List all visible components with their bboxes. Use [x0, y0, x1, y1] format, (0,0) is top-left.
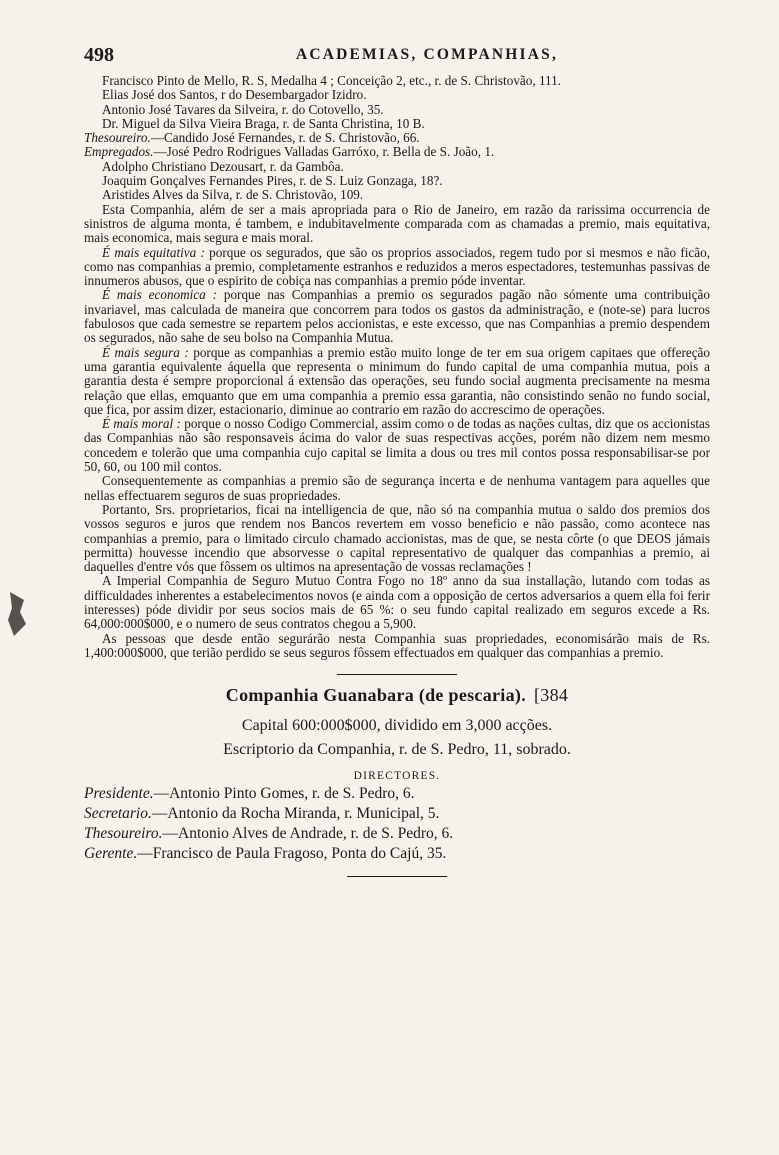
paragraph: [84, 346, 710, 417]
paragraph-lead: É mais equitativa :: [102, 244, 205, 260]
member-line: Joaquim Gonçalves Fernandes Pires, r. de S. Luiz Gonzaga, 18?.: [102, 173, 443, 189]
page-header: [84, 40, 710, 74]
role-entry: —José Pedro Rodrigues Valladas Garróxo, r. Bella de S. João, 1.: [153, 144, 495, 160]
officer-line: [84, 824, 710, 844]
paragraph: [84, 417, 710, 474]
paragraph: As pessoas que desde então segurárão nesta Companhia suas propriedades, economisárão mais de Rs. 1,400:000$000, que terião perdido se seus seguros fôssem effectuados em qualquer das companhias a premio.: [84, 630, 710, 660]
margin-ink-blot: [6, 590, 28, 638]
paragraph-lead: É mais moral :: [102, 416, 181, 432]
article-text: [84, 203, 710, 661]
member-line: Aristides Alves da Silva, r. de S. Christovão, 109.: [102, 187, 364, 203]
officer-role: Secretario.: [84, 805, 152, 823]
officer-list: [84, 784, 710, 864]
officer-line: [84, 804, 710, 824]
officer-entry: —Antonio Alves de Andrade, r. de S. Pedro, 6.: [162, 825, 454, 843]
company-name: Companhia Guanabara (de pescaria).: [225, 685, 527, 706]
paragraph: Portanto, Srs. proprietarios, ficai na intelligencia de que, não só na companhia mutua o saldo dos premios dos vossos seguros e juros que rendem nos Bancos revertem em vosso beneficio e não passão, como acontece nas companhias a premio, para o limitado circulo chamado accionistas, mas de que, se nesta côrte (o que DEOS jámais permitta) houvesse incendio que absorvesse o capital representativo de qualquer das companhias a premio, ai daquelles d'entre vós que fôssem os ultimos na apresentação de vossas reclamações !: [84, 501, 710, 575]
reference-number: [384: [534, 685, 569, 706]
section-divider: [337, 674, 457, 675]
section-end-divider: [347, 876, 447, 877]
member-line: Elias José dos Santos, r do Desembargador Izidro.: [102, 87, 367, 103]
section-title: [84, 685, 710, 706]
officer-entry: —Antonio da Rocha Miranda, r. Municipal, 5.: [151, 805, 440, 823]
paragraph-body: porque os segurados, que são os proprios associados, regem tudo por si mesmos e não ficão, como nas companhias a premio, completamente estranhos e reduzidos a meros espectadores, testemunhas passivas de innumeros abusos, que o espirito de cobiça nas companhias a premio póde inventar.: [84, 244, 710, 289]
capital-line: Capital 600:000$000, dividido em 3,000 acções.: [241, 717, 553, 735]
paragraph: A Imperial Companhia de Seguro Mutuo Contra Fogo no 18º anno da sua installação, lutando com todas as difficuldades inherentes a estabelecimentos novos (e ainda com a opposição de certos adversarios a quem ella foi ferir interesses) póde dividir por seus socios mais de 65 %: o seu fundo capital realizado em seguros excede a Rs. 64,000:000$000, e o numero de seus contratos chegou a 5,900.: [84, 573, 710, 632]
paragraph-body: porque as companhias a premio estão muito longe de ter em sua origem capitaes que offereção uma garantia equivalente áquella que representa o minimum do fundo capital de uma companhia mutua, pois a garantia desta é sempre proporcional á extensão das operações, seu fundo social augmenta precisamente na mesma relação que ellas, emquanto que em uma companhia a premio essa garantia, não consistindo senão no fundo social, que fica, por assim dizer, estacionario, diminue ao contrario em razão do accrescimo de operações.: [84, 344, 710, 417]
member-line: Antonio José Tavares da Silveira, r. do Cotovello, 35.: [102, 101, 384, 117]
running-title: ACADEMIAS, COMPANHIAS,: [295, 46, 559, 63]
officer-entry: —Antonio Pinto Gomes, r. de S. Pedro, 6.: [153, 785, 415, 803]
paragraph: Consequentemente as companhias a premio são de segurança incerta e de nenhuma vantagem para aquelles que nellas effectuarem seguros de suas propriedades.: [84, 473, 710, 503]
employees-line: [84, 145, 710, 159]
member-list: [84, 74, 710, 203]
officer-line: [84, 784, 710, 804]
officer-role: Gerente.: [84, 845, 138, 863]
paragraph-body: porque nas Companhias a premio os segurados pagão não sómente uma contribuição invariavel, mas calculada de maneira que concorrem para todos os gastos da administração, e (note-se) para lucros fabulosos que cada semestre se repartem pelos accionistas, e este excesso, que nas Companhias a premio despendem os segurados, não sahe de seu bolso na Companhia Mutua.: [84, 287, 710, 346]
role-label: Thesoureiro.: [84, 130, 151, 146]
role-entry: —Candido José Fernandes, r. de S. Christovão, 66.: [150, 130, 420, 146]
office-line: Escriptorio da Companhia, r. de S. Pedro, 11, sobrado.: [223, 741, 571, 759]
officer-entry: —Francisco de Paula Fragoso, Ponta do Cajú, 35.: [137, 845, 447, 863]
paragraph: [84, 246, 710, 289]
member-line: Francisco Pinto de Mello, R. S, Medalha 4 ; Conceição 2, etc., r. de S. Christovão, 111.: [102, 73, 562, 88]
role-label: Empregados.: [84, 144, 154, 160]
officer-role: Thesoureiro.: [84, 825, 163, 843]
member-line: Dr. Miguel da Silva Vieira Braga, r. de Santa Christina, 10 B.: [102, 115, 425, 131]
officer-line: [84, 844, 710, 864]
page: [84, 40, 710, 887]
paragraph-lead: É mais segura :: [102, 344, 189, 360]
paragraph: [84, 288, 710, 345]
directors-heading: DIRECTORES.: [353, 770, 441, 783]
page-number: 498: [84, 44, 114, 66]
paragraph: Esta Companhia, além de ser a mais apropriada para o Rio de Janeiro, em razão da rarissima occurrencia de sinistros de alguma monta, é tambem, e indubitavelmente comparada com as chamadas a premio, mais equitativa, mais economica, mais segura e mais moral.: [84, 201, 710, 246]
paragraph-body: porque o nosso Codigo Commercial, assim como o de todas as nações cultas, diz que os accionistas das Companhias não são responsaveis ácima do valor de suas respectivas acções, porém não dizem nem mesmo concedem e tolerão que uma companhia cujo capital se limita a dous ou tres mil contos possa responsabilisar-se por 50, 60, ou 100 mil contos.: [84, 416, 711, 475]
officer-role: Presidente.: [84, 785, 154, 803]
member-line: Adolpho Christiano Dezousart, r. da Gambôa.: [102, 158, 344, 174]
treasurer-line: [84, 131, 710, 145]
paragraph-lead: É mais economica :: [102, 287, 218, 303]
